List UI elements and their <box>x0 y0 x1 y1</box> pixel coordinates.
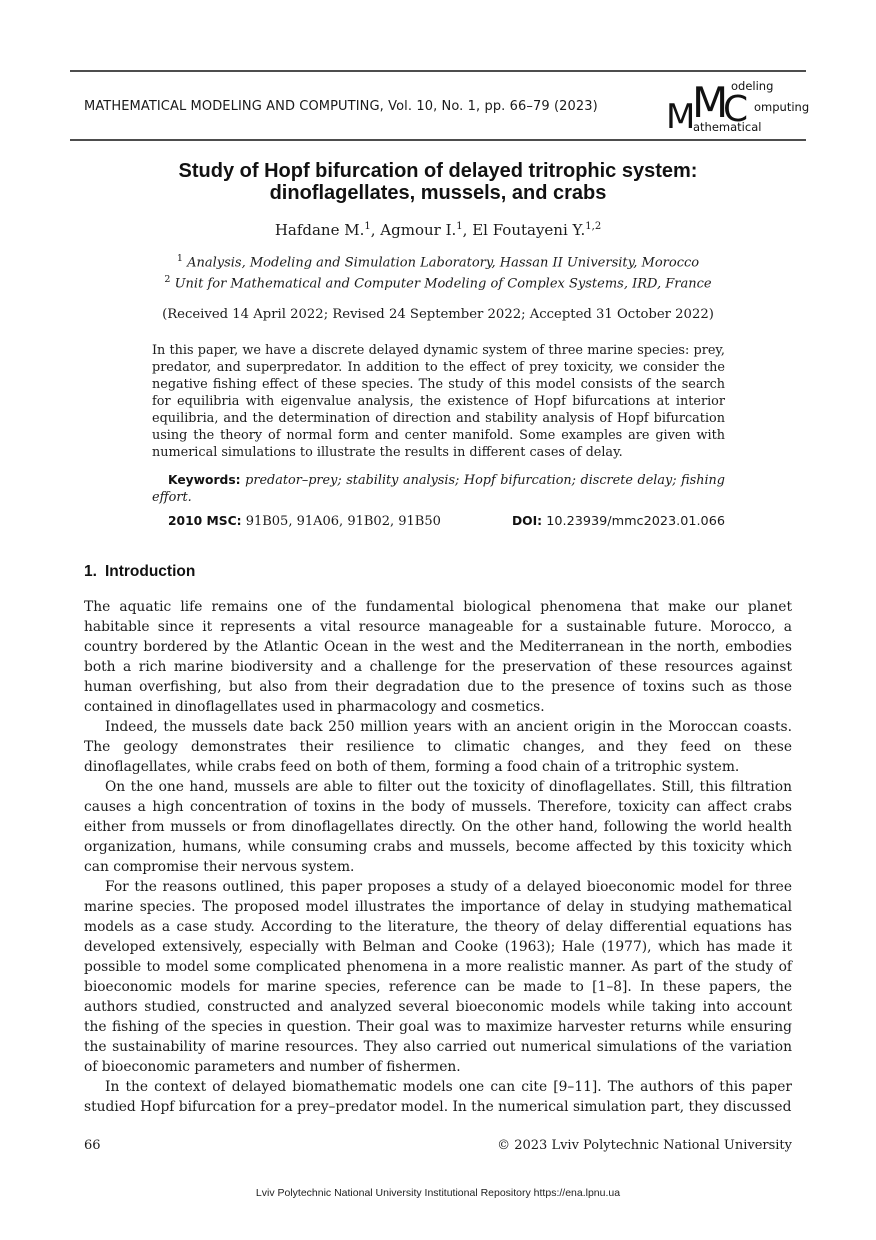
doi-label: DOI: <box>511 513 543 528</box>
body-paragraph: The aquatic life remains one of the fundamental biological phenomena that make our planet habitable since it represents a vital resource manageable for a sustainable future. Morocco, a country bordered by the Atlantic Ocean in the west and the Mediterranean in the north, embodies both a rich marine biodiversity and a challenge for the preservation of these resources against human overfishing, but also from their degradation due to the presence of toxins such as those contained in dinoflagellates used in pharmacology and cosmetics. <box>84 598 792 715</box>
body-paragraph: On the one hand, mussels are able to filter out the toxicity of dinoflagellates. Still, this filtration causes a high concentration of toxins in the body of mussels. Therefore, toxicity can affect crabs either from mussels or from dinoflagellates directly. On the other hand, following the world health organization, humans, while consuming crabs and mussels, become affected by this toxicity which can compromise their nervous system. <box>84 778 792 875</box>
logo-word-odeling: odeling <box>731 79 774 93</box>
keywords-paragraph <box>152 472 725 506</box>
abstract-text: In this paper, we have a discrete delayed dynamic system of three marine species: prey, predator, and superpredator. In addition to the effect of prey toxicity, we consider the negative fishing effect of these species. The study of this model consists of the search for equilibria with eigenvalue analysis, the existence of Hopf bifurcations at interior equilibria, and the determination of direction and stability analysis of Hopf bifurcation using the theory of normal form and center manifold. Some examples are given with numerical simulations to illustrate the results in different cases of delay. <box>152 342 725 460</box>
article-title-line1: Study of Hopf bifurcation of delayed tritrophic system: <box>178 160 698 182</box>
msc-label: 2010 MSC: <box>168 513 242 528</box>
author-affiliation-marker: 1,2 <box>585 221 602 232</box>
page-number: 66 <box>84 1138 101 1153</box>
author-name: , El Foutayeni Y. <box>462 221 586 239</box>
doi-value: 10.23939/mmc2023.01.066 <box>546 513 725 529</box>
article-title <box>84 160 792 204</box>
msc-codes: 91B05, 91A06, 91B02, 91B50 <box>245 513 441 529</box>
page-footer <box>84 1138 792 1153</box>
author-name: Hafdane M. <box>274 221 365 239</box>
msc-doi-row <box>152 514 725 529</box>
logo-letter-m1: M <box>666 97 696 137</box>
header-top-rule <box>70 70 806 72</box>
header-bottom-rule <box>70 139 806 141</box>
body-paragraph: For the reasons outlined, this paper proposes a study of a delayed bioeconomic model for three marine species. The proposed model illustrates the importance of delay in studying mathematical models as a case study. According to the literature, the theory of delay differential equations has developed extensively, especially with Belman and Cooke (1963); Hale (1977), which has made it possible to model some complicated phenomena in a more realistic manner. As part of the study of bioeconomic models for marine species, reference can be made to [1–8]. In these papers, the authors studied, constructed and analyzed several bioeconomic models while taking into account the fishing of the species in question. Their goal was to maximize harvester returns while ensuring the sustainability of marine resources. They also carried out numerical simulations of the variation of bioeconomic parameters and number of fishermen. <box>84 878 792 1075</box>
author-affiliation-marker: 1 <box>456 221 463 232</box>
mmc-journal-logo <box>666 78 810 137</box>
body-paragraph: In the context of delayed biomathematic models one can cite [9–11]. The authors of this paper studied Hopf bifurcation for a prey–predator model. In the numerical simulation part, they discussed <box>84 1078 792 1115</box>
affiliation-marker: 1 <box>176 253 183 264</box>
section-heading-introduction <box>84 563 792 581</box>
received-revised-accepted-line: (Received 14 April 2022; Revised 24 September 2022; Accepted 31 October 2022) <box>162 306 714 322</box>
copyright-notice: © 2023 Lviv Polytechnic National University <box>497 1138 792 1153</box>
affiliation-marker: 2 <box>164 273 171 285</box>
article-content <box>84 160 792 1117</box>
logo-word-omputing: omputing <box>754 100 810 114</box>
affiliation-text: Unit for Mathematical and Computer Modeling of Complex Systems, IRD, France <box>174 276 712 292</box>
author-line <box>84 221 792 239</box>
journal-header-line: MATHEMATICAL MODELING AND COMPUTING, Vol. 10, No. 1, pp. 66–79 (2023) <box>84 99 598 114</box>
affiliation-line <box>84 251 792 272</box>
author-affiliation-marker: 1 <box>364 221 371 232</box>
section-title: Introduction <box>104 562 196 580</box>
affiliation-text: Analysis, Modeling and Simulation Laboratory, Hassan II University, Morocco <box>187 255 700 271</box>
body-paragraph: Indeed, the mussels date back 250 million years with an ancient origin in the Moroccan coasts. The geology demonstrates their resilience to climatic changes, and they feed on these dinoflagellates, while crabs feed on both of them, forming a food chain of a tritrophic system. <box>84 718 792 775</box>
msc-block <box>152 514 441 529</box>
section-number: 1. <box>84 562 97 580</box>
keywords-text: predator–prey; stability analysis; Hopf bifurcation; discrete delay; fishing effort. <box>152 472 725 505</box>
logo-letter-c: C <box>723 89 749 130</box>
doi-block <box>512 514 725 529</box>
affiliations <box>84 251 792 293</box>
logo-word-athematical: athematical <box>693 120 762 134</box>
keywords-label: Keywords: <box>168 472 241 487</box>
affiliation-line <box>84 272 792 293</box>
logo-letter-m2: M <box>692 78 729 127</box>
article-title-line2: dinoflagellates, mussels, and crabs <box>269 182 607 204</box>
repository-banner: Lviv Polytechnic National University Institutional Repository https://ena.lpnu.ua <box>255 1187 621 1199</box>
author-name: , Agmour I. <box>370 221 457 239</box>
